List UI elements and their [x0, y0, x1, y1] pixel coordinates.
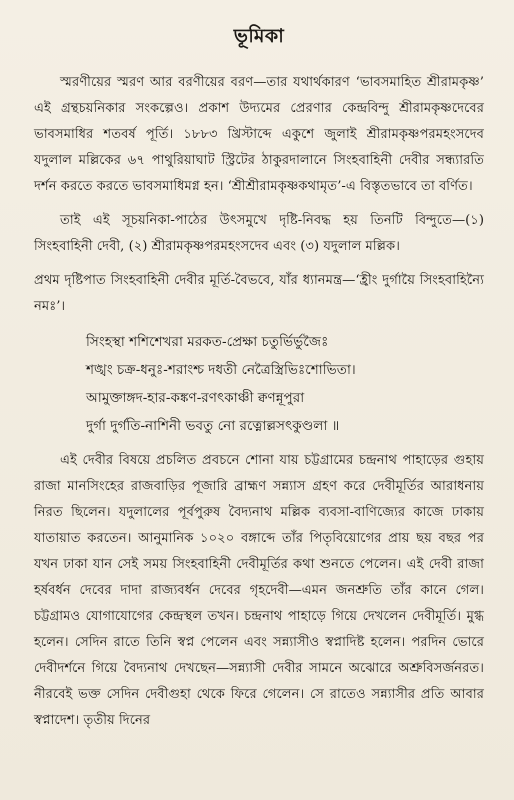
- verse-line-2: শঙ্খং চক্র-ধনুঃ-শরাংশ্চ দধতী নেত্রৈস্ত্রিভিঃশোভিতা।: [86, 362, 356, 378]
- verse-line-4: দুর্গা দুর্গতি-নাশিনী ভবতু নো রত্নোল্লসৎকুণ্ডলা ॥: [86, 418, 340, 434]
- verse-line-3: আমুক্তাঙ্গদ-হার-কঙ্কণ-রণৎকাঞ্চী ক্বণন্নূপুরা: [86, 390, 305, 406]
- dhyana-verse: [86, 328, 484, 440]
- paragraph-intro: স্মরণীয়ের স্মরণ আর বরণীয়ের বরণ—তার যথার্থকারণ ‘ভাবসমাহিত শ্রীরামকৃষ্ণ’ এই গ্রন্থচয়নিকার সংকল্পেও। প্রকাশ উদ্যমের প্রেরণার কেন্দ্রবিন্দু শ্রীরামকৃষ্ণদেবের ভাবসমাধির শতবর্ষ পূর্তি। ১৮৮৩ খ্রিস্টাব্দে একুশে জুলাই শ্রীরামকৃষ্ণপরমহংসদেব যদুলাল মল্লিকের ৬৭ পাথুরিয়াঘাট স্ট্রিটের ঠাকুরদালানে সিংহবাহিনী দেবীর সন্ধ্যারতি দর্শন করতে করতে ভাবসমাধিমগ্ন হন। ‘শ্রীশ্রীরামকৃষ্ণকথামৃত’-এ বিস্তৃতভাবে তা বর্ণিত।: [34, 75, 484, 194]
- paragraph-first-glance: প্রথম দৃষ্টিপাত সিংহবাহিনী দেবীর মূর্তি-বৈভবে, যাঁর ধ্যানমন্ত্র—‘হ্রীং দুর্গায়ৈ সিংহবাহিন্যৈ নমঃ’।: [34, 273, 484, 314]
- paragraph-legend: এই দেবীর বিষয়ে প্রচলিত প্রবচনে শোনা যায় চট্টগ্রামের চন্দ্রনাথ পাহাড়ের গুহায় রাজা মানসিংহের রাজবাড়ির পূজারি ব্রাহ্মণ সন্ন্যাস গ্রহণ করে দেবীমূর্তির আরাধনায় নিরত ছিলেন। যদুলালের পূর্বপুরুষ বৈদ্যনাথ মল্লিক ব্যবসা-বাণিজ্যের কাজে ঢাকায় যাতায়াত করতেন। আনুমানিক ১০২০ বঙ্গাব্দে তাঁর পিতৃবিয়োগের প্রায় ছয় বছর পর যখন ঢাকা যান সেই সময় সিংহবাহিনী দেবীমূর্তির কথা শুনতে পেলেন। এই দেবী রাজা হর্ষবর্ধন দেবের দাদা রাজ্যবর্ধন দেবের গৃহদেবী—এমন জনশ্রুতি তাঁর কানে গেল। চট্টগ্রামও যোগাযোগের কেন্দ্রস্থল তখন। চন্দ্রনাথ পাহাড়ে গিয়ে দেখলেন দেবীমূর্তি। মুগ্ধ হলেন। সেদিন রাতে তিনি স্বপ্ন পেলেন এবং সন্ন্যাসীও স্বপ্নাদিষ্ট হলেন। পরদিন ভোরে দেবীদর্শনে গিয়ে বৈদ্যনাথ দেখছেন—সন্ন্যাসী দেবীর সামনে অঝোরে অশ্রুবিসর্জনরত। নীরবেই ভক্ত সেদিন দেবীগুহা থেকে ফিরে গেলেন। সে রাতেও সন্ন্যাসীর প্রতি আবার স্বপ্নাদেশ। তৃতীয় দিনের: [34, 453, 484, 728]
- page-title: ভূমিকা: [233, 25, 285, 47]
- verse-line-1: সিংহস্থা শশিশেখরা মরকত-প্রেক্ষা চতুর্ভির্ভুজৈঃ: [86, 334, 329, 350]
- paragraph-three-points: তাই এই সূচয়নিকা-পাঠের উৎসমুখে দৃষ্টি-নিবদ্ধ হয় তিনটি বিন্দুতে—(১) সিংহবাহিনী দেবী, (২) শ্রীরামকৃষ্ণপরমহংসদেব এবং (৩) যদুলাল মল্লিক।: [34, 213, 484, 254]
